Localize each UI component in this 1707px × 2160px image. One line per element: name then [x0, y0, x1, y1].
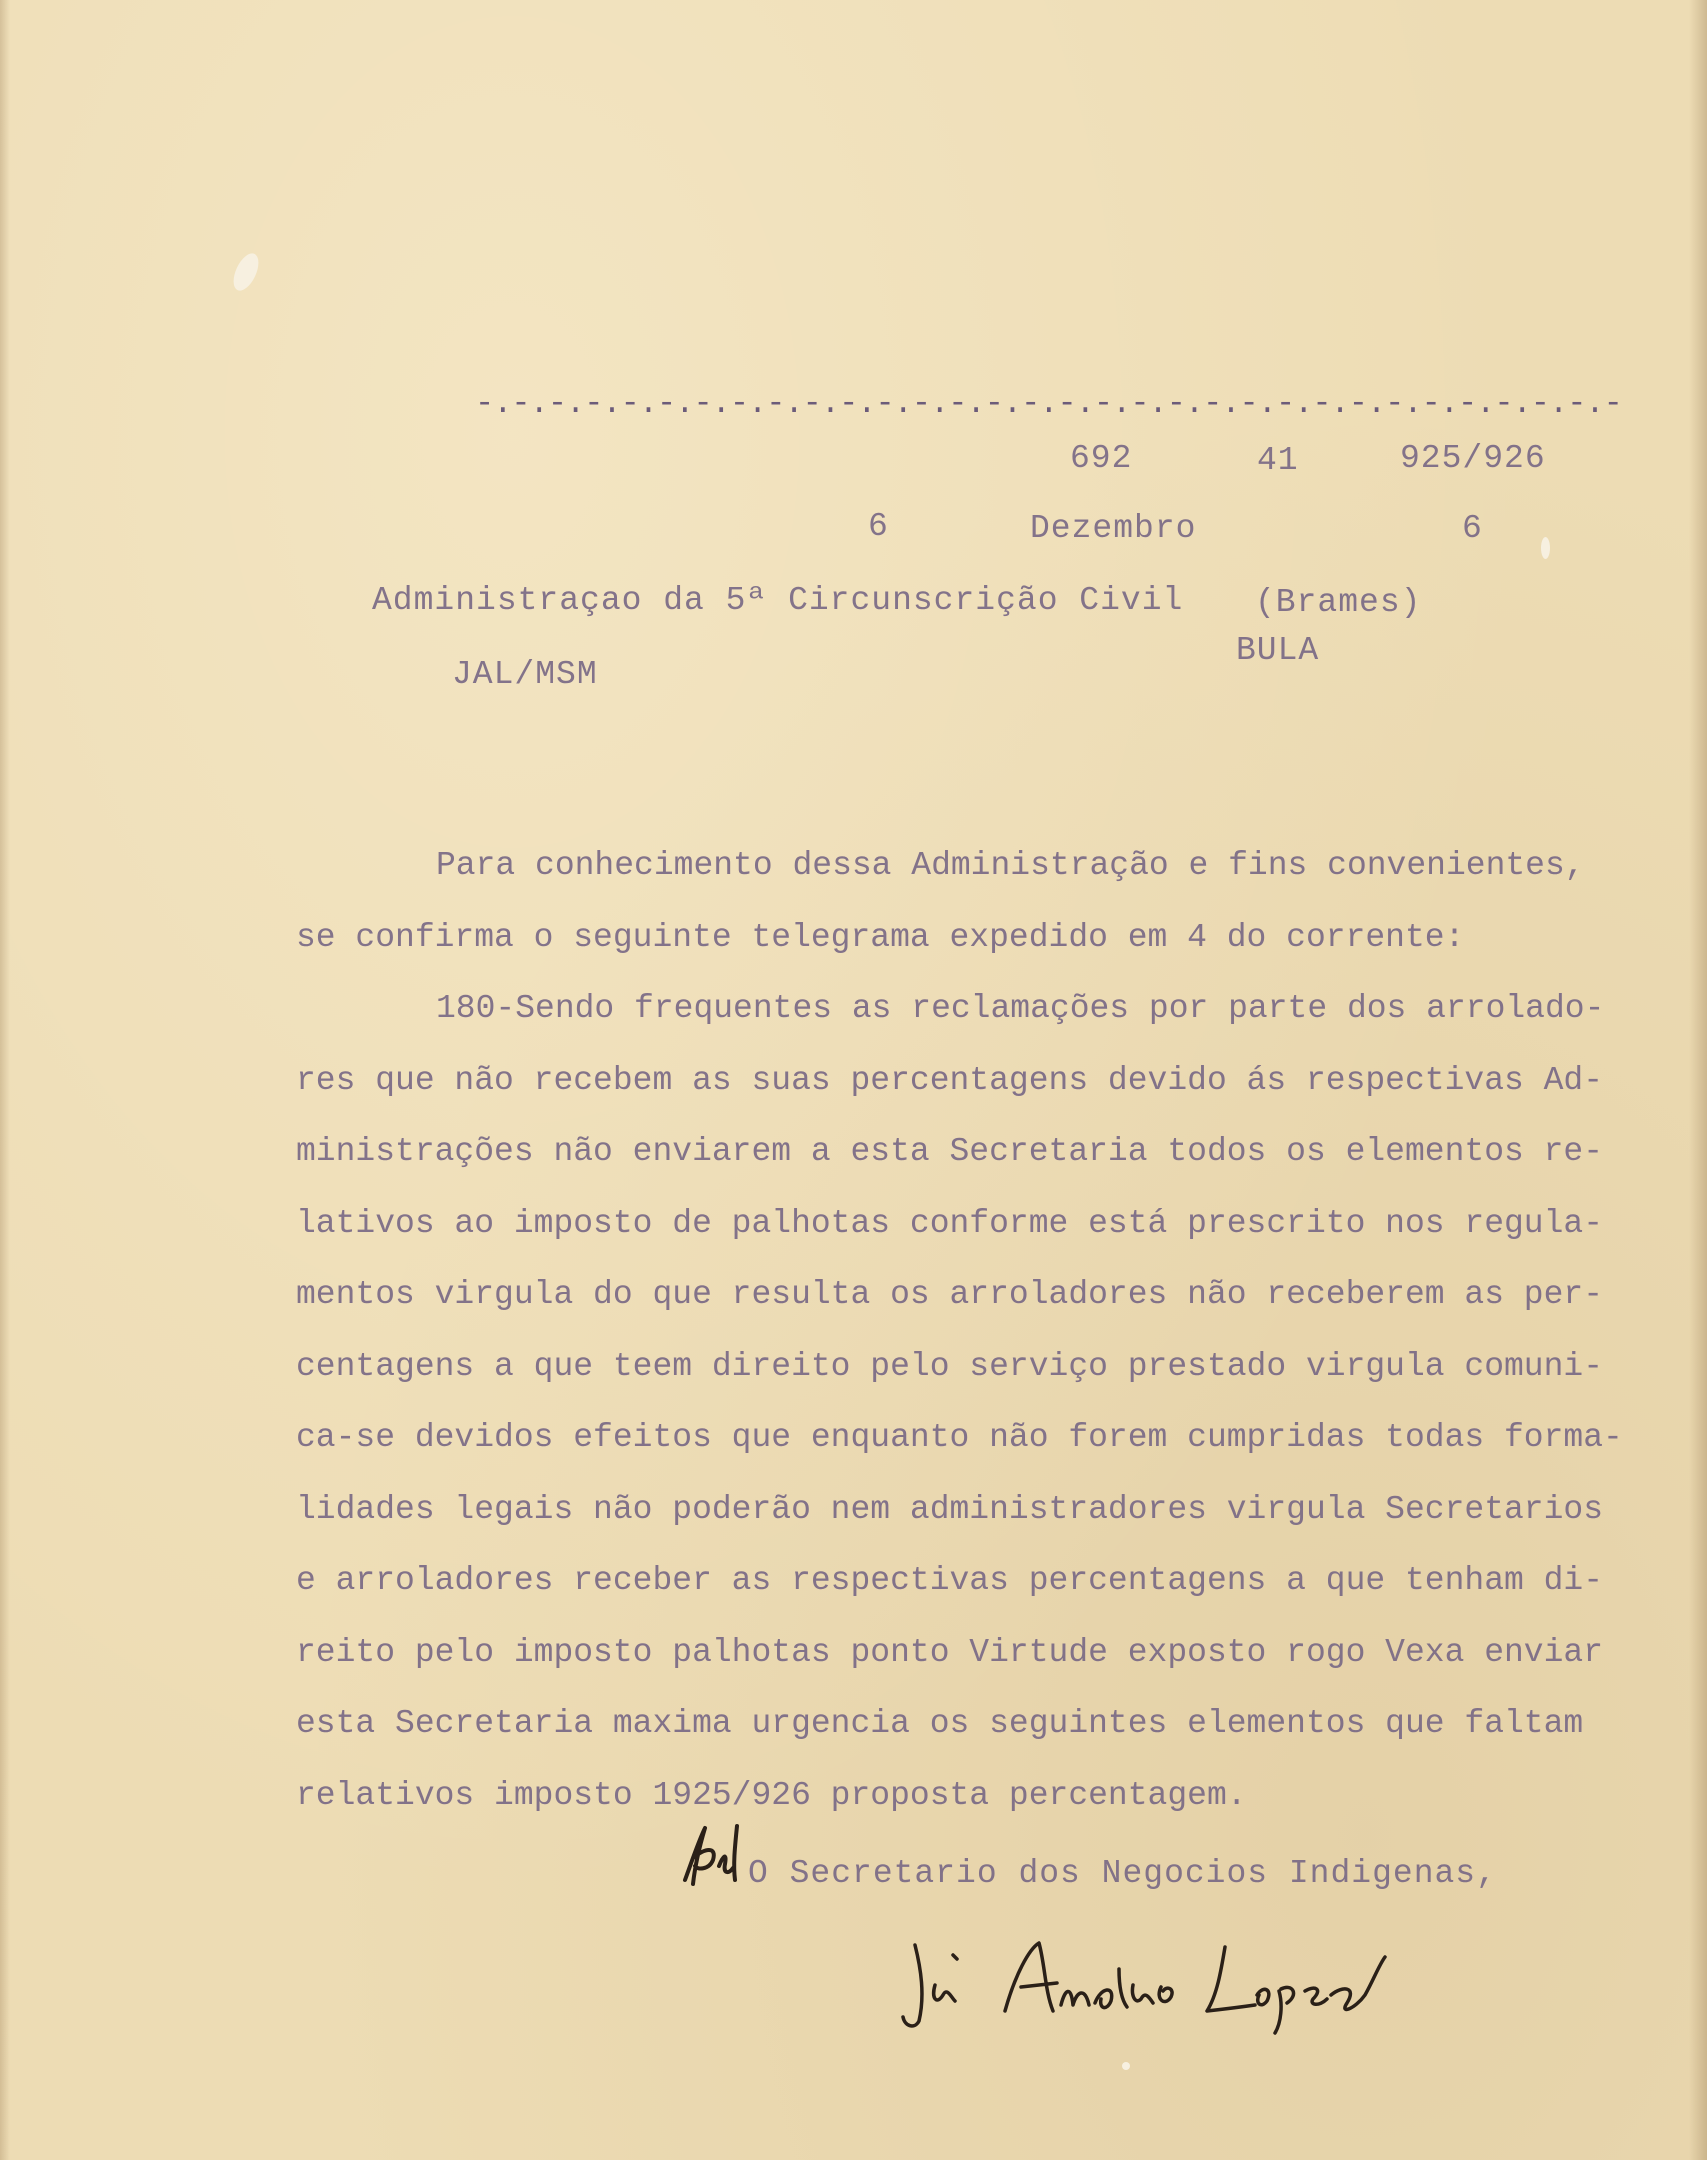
- body-line: ca-se devidos efeitos que enquanto não forem cumpridas todas forma-: [296, 1419, 1623, 1456]
- year-range: 925/926: [1400, 440, 1546, 477]
- handwritten-signature: [895, 1925, 1415, 2035]
- reference-number: 41: [1257, 442, 1299, 479]
- body-line: 180-Sendo frequentes as reclamações por parte dos arrolado-: [436, 990, 1605, 1027]
- location-paren: (Brames): [1255, 584, 1422, 621]
- file-reference: JAL/MSM: [452, 656, 598, 693]
- body-line: esta Secretaria maxima urgencia os seguintes elementos que faltam: [296, 1705, 1584, 1742]
- signature-name: José Antonio Lopes: [895, 1925, 903, 1926]
- body-line: Para conhecimento dessa Administração e fins convenientes,: [436, 847, 1585, 884]
- paper-blemish: [1541, 537, 1550, 559]
- place-name: BULA: [1236, 632, 1320, 669]
- month-name: Dezembro: [1030, 510, 1197, 547]
- paper-blemish: [228, 250, 263, 295]
- day-number: 6: [1462, 510, 1483, 547]
- body-line: e arroladores receber as respectivas percentagens a que tenham di-: [296, 1562, 1604, 1599]
- separator-rule: -.-.-.-.-.-.-.-.-.-.-.-.-.-.-.-.-.-.-.-.-.-.-.-.-.-.-.-.-.-.-.-: [475, 385, 1622, 422]
- body-line: relativos imposto 1925/926 proposta percentagem.: [296, 1776, 1247, 1814]
- body-line: ministrações não enviarem a esta Secretaria todos os elementos re-: [296, 1133, 1604, 1170]
- reference-number: 692: [1070, 440, 1133, 477]
- day-number: 6: [868, 508, 889, 545]
- page-edge-left: [0, 0, 10, 2160]
- recipient-line: Administraçao da 5ª Circunscrição Civil: [372, 582, 1184, 619]
- body-line: reito pelo imposto palhotas ponto Virtude exposto rogo Vexa enviar: [296, 1633, 1604, 1671]
- body-line: res que não recebem as suas percentagens devido ás respectivas Ad-: [296, 1061, 1604, 1099]
- body-line: centagens a que teem direito pelo serviço prestado virgula comuni-: [296, 1347, 1604, 1385]
- body-line: se confirma o seguinte telegrama expedido em 4 do corrente:: [296, 918, 1465, 956]
- letter-body: [296, 830, 1676, 1831]
- page-edge-right: [1689, 0, 1707, 2160]
- paper-blemish: [1122, 2062, 1130, 2070]
- body-line: lativos ao imposto de palhotas conforme está prescrito nos regula-: [296, 1204, 1604, 1242]
- body-line: lidades legais não poderão nem administradores virgula Secretarios: [296, 1490, 1604, 1528]
- closing-line: O Secretario dos Negocios Indigenas,: [748, 1855, 1497, 1892]
- pelo-handwritten-mark: [675, 1818, 755, 1893]
- body-line: mentos virgula do que resulta os arroladores não receberem as per-: [296, 1276, 1604, 1313]
